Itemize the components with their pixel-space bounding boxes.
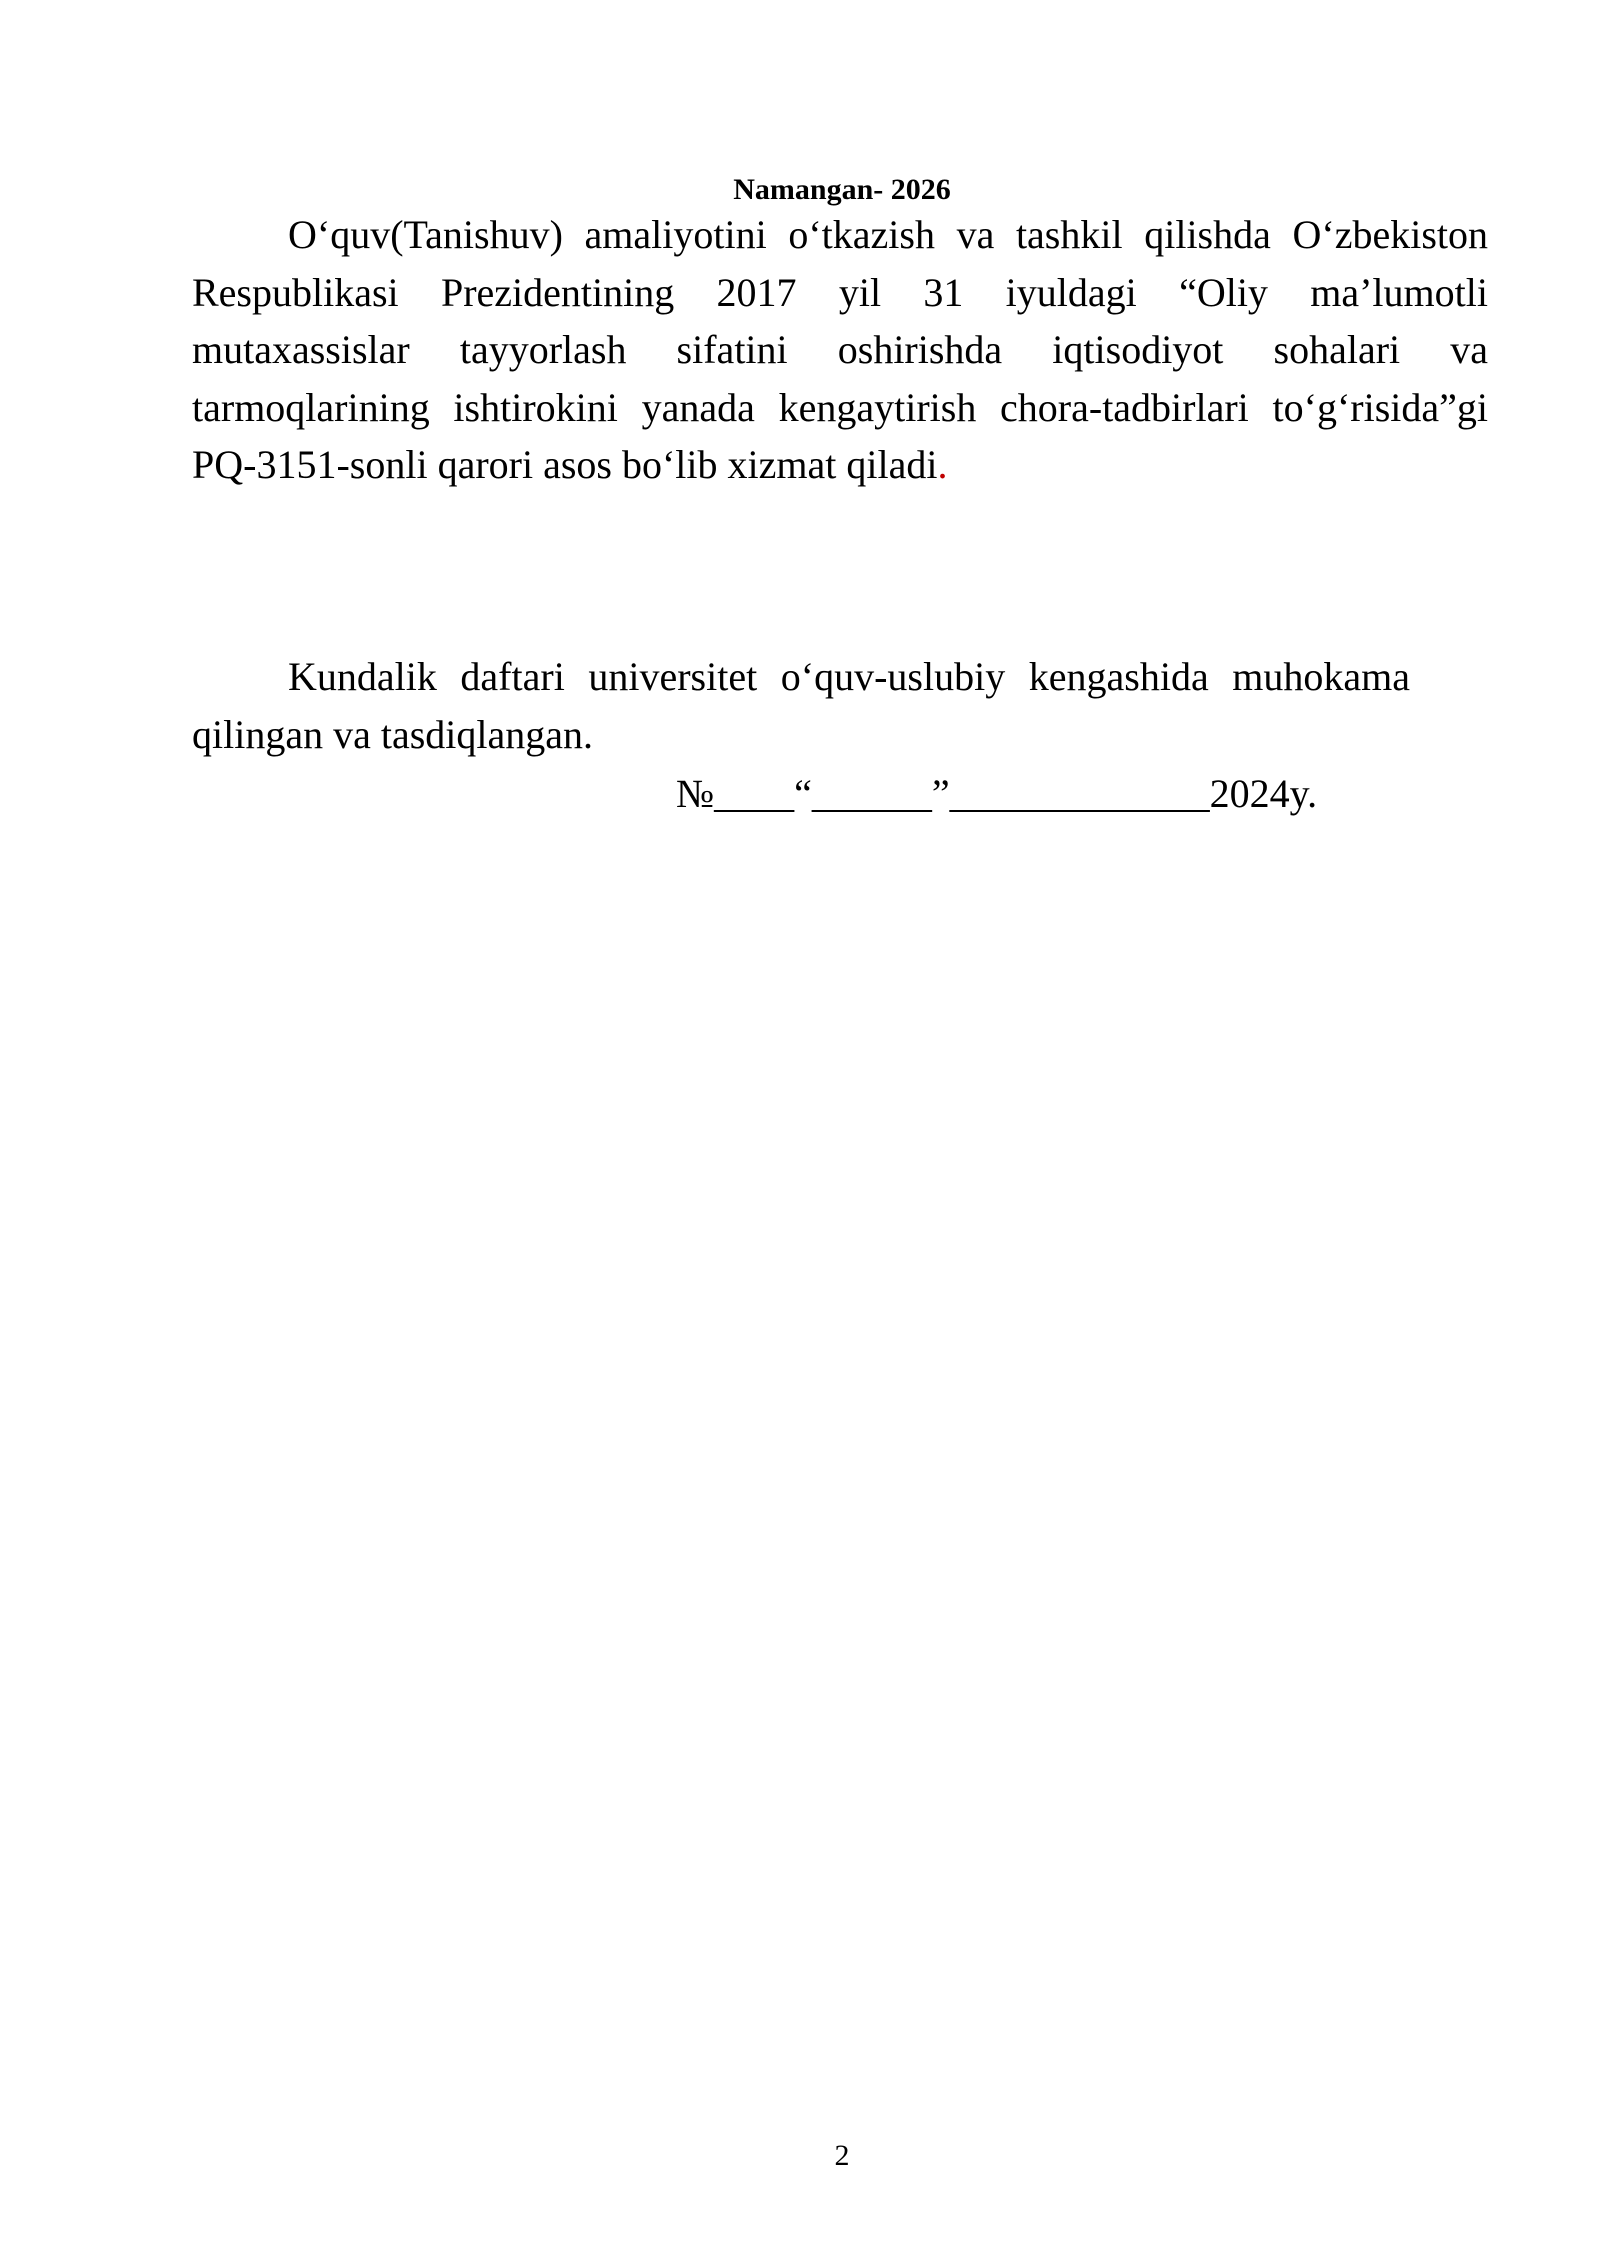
intro-paragraph-text: O‘quv(Tanishuv) amaliyotini o‘tkazish va tashkil qilishda O‘zbekiston Respublikasi Prezidentining 2017 yil 31 iyuldagi “Oliy ma’lumotli mutaxassislar tayyorlash sifatini oshirishda iqtisodiyot sohalari va tarmoqlarining ishtirokini yanada kengaytirish chora-tadbirlari to‘g‘risida”gi PQ-3151-sonli qarori asos bo‘lib xizmat qiladi [192,212,1488,487]
intro-paragraph [192,206,1488,494]
document-heading: Namangan- 2026 [733,173,951,206]
page-number: 2 [834,2139,850,2172]
intro-paragraph-end-mark: . [937,442,948,487]
approval-number-date-line: №____“______”_____________2024y. [676,771,1318,816]
approval-paragraph: Kundalik daftari universitet o‘quv-uslubiy kengashida muhokama qilingan va tasdiqlangan. [192,654,1410,757]
